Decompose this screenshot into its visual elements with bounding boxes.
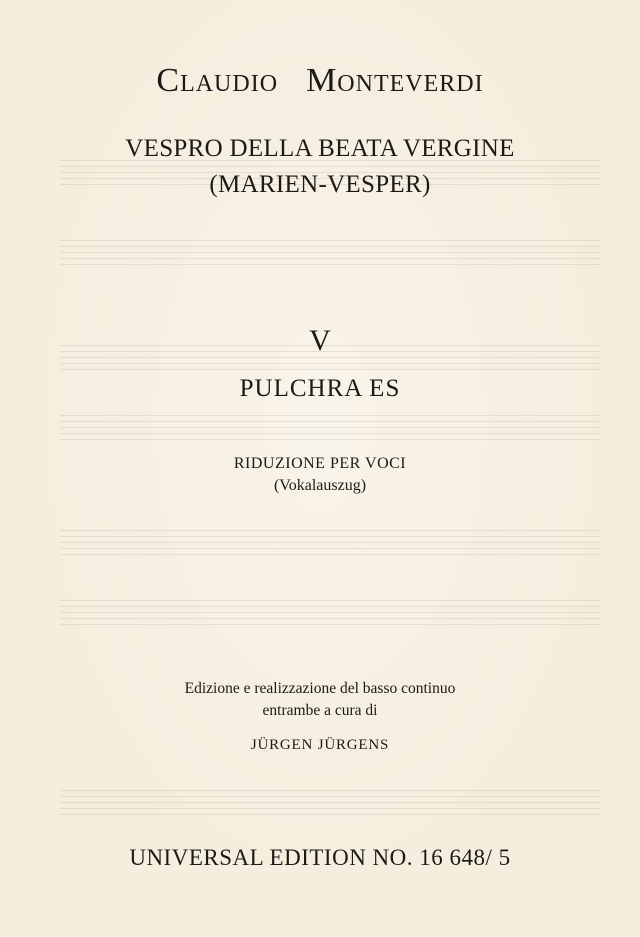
edition-credit-line-2: entrambe a cura di bbox=[262, 702, 378, 719]
publisher-imprint: UNIVERSAL EDITION NO. 16 648/ 5 bbox=[129, 845, 511, 870]
composer-name bbox=[0, 62, 640, 100]
bleed-through-staff-4 bbox=[60, 415, 600, 445]
bleed-through-staff-7 bbox=[60, 790, 600, 820]
reduction-german: (Vokalauszug) bbox=[273, 477, 367, 494]
bleed-through-staff-6 bbox=[60, 600, 600, 630]
work-subtitle: (MARIEN-VESPER) bbox=[209, 171, 431, 198]
composer-first-name: Claudio bbox=[156, 62, 279, 99]
section-number: V bbox=[309, 324, 331, 357]
bleed-through-staff-5 bbox=[60, 530, 600, 560]
work-title: VESPRO DELLA BEATA VERGINE bbox=[125, 135, 515, 162]
composer-last-name: Monteverdi bbox=[306, 62, 484, 99]
piece-title: PULCHRA ES bbox=[239, 375, 401, 402]
reduction-italian: RIDUZIONE PER VOCI bbox=[233, 455, 407, 472]
editor-name: JÜRGEN JÜRGENS bbox=[250, 737, 390, 753]
edition-credit-line-1: Edizione e realizzazione del basso continuo bbox=[184, 680, 456, 697]
bleed-through-staff-2 bbox=[60, 240, 600, 270]
